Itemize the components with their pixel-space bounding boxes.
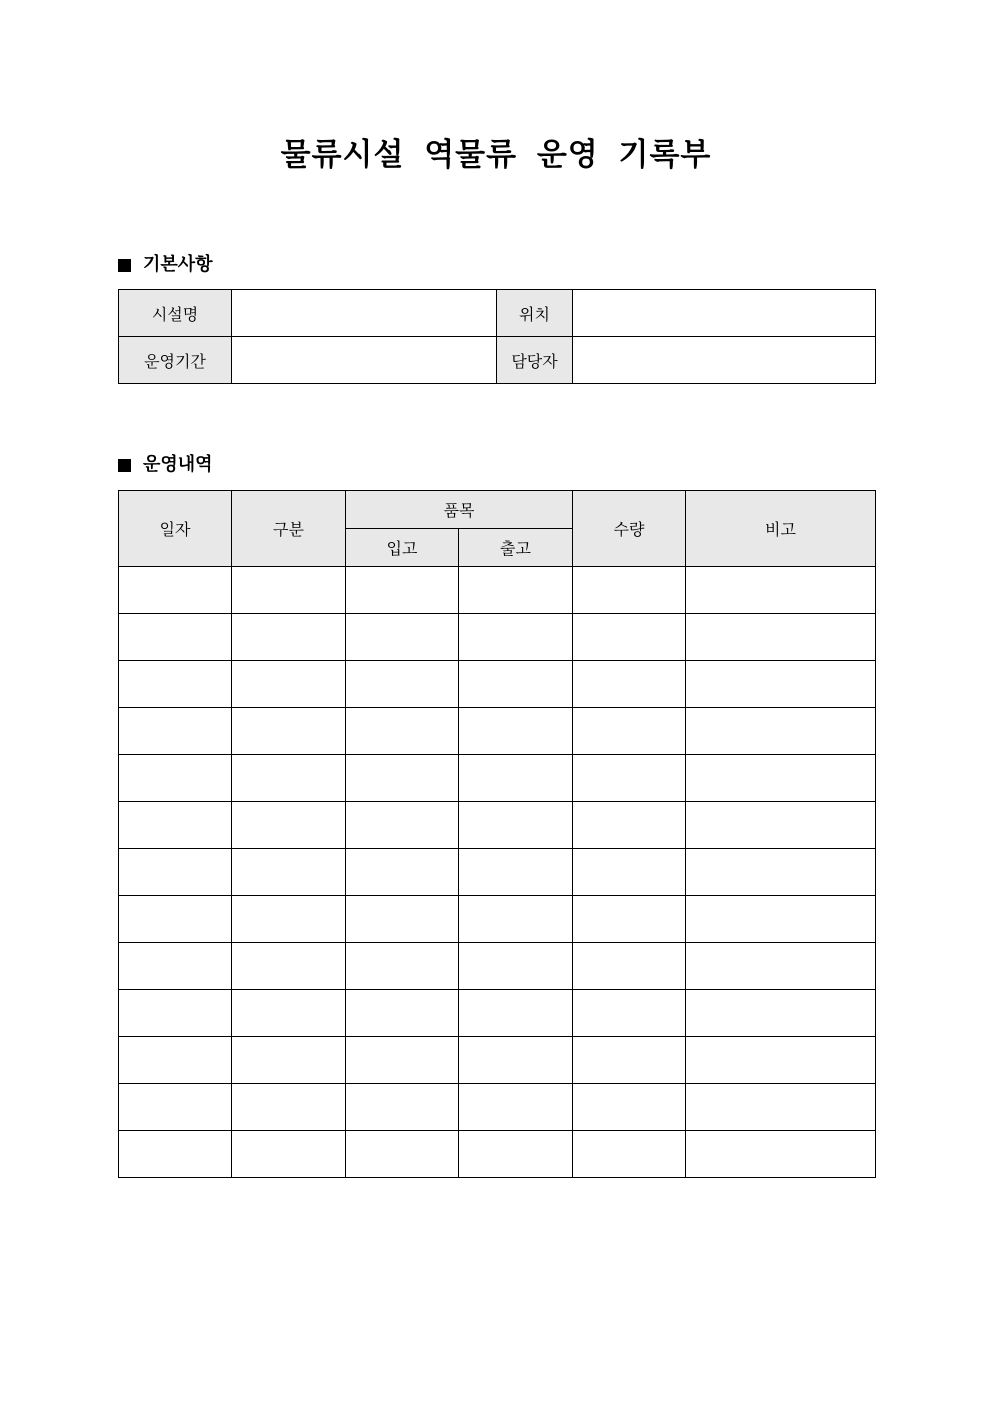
cell-category[interactable]: [232, 567, 346, 614]
cell-category[interactable]: [232, 661, 346, 708]
manager-label: 담당자: [497, 337, 573, 384]
cell-date[interactable]: [119, 1131, 232, 1178]
cell-date[interactable]: [119, 1084, 232, 1131]
column-header-item: 품목: [346, 491, 573, 529]
square-bullet-icon: [118, 259, 131, 272]
column-header-category: 구분: [232, 491, 346, 567]
basic-info-table: [118, 289, 876, 384]
column-header-outbound: 출고: [459, 529, 573, 567]
cell-category[interactable]: [232, 990, 346, 1037]
cell-quantity[interactable]: [573, 708, 686, 755]
cell-remarks[interactable]: [686, 1037, 876, 1084]
table-row: [119, 849, 876, 896]
cell-date[interactable]: [119, 755, 232, 802]
cell-outbound[interactable]: [459, 708, 573, 755]
cell-outbound[interactable]: [459, 661, 573, 708]
table-row: [119, 802, 876, 849]
location-label: 위치: [497, 290, 573, 337]
column-header-date: 일자: [119, 491, 232, 567]
cell-outbound[interactable]: [459, 1131, 573, 1178]
cell-outbound[interactable]: [459, 755, 573, 802]
cell-date[interactable]: [119, 614, 232, 661]
cell-outbound[interactable]: [459, 1037, 573, 1084]
cell-outbound[interactable]: [459, 1084, 573, 1131]
column-header-remarks: 비고: [686, 491, 876, 567]
operations-heading-text: 운영내역: [143, 454, 213, 475]
cell-category[interactable]: [232, 708, 346, 755]
cell-category[interactable]: [232, 614, 346, 661]
cell-category[interactable]: [232, 896, 346, 943]
cell-date[interactable]: [119, 567, 232, 614]
table-row: [119, 708, 876, 755]
table-row: [119, 990, 876, 1037]
basic-info-row: [119, 337, 876, 384]
cell-quantity[interactable]: [573, 661, 686, 708]
cell-category[interactable]: [232, 1131, 346, 1178]
operations-heading: [118, 453, 213, 477]
cell-quantity[interactable]: [573, 614, 686, 661]
column-header-inbound: 입고: [346, 529, 459, 567]
cell-remarks[interactable]: [686, 567, 876, 614]
cell-inbound[interactable]: [346, 1131, 459, 1178]
cell-outbound[interactable]: [459, 896, 573, 943]
cell-remarks[interactable]: [686, 896, 876, 943]
table-row: [119, 755, 876, 802]
basic-info-heading-text: 기본사항: [143, 254, 213, 275]
cell-outbound[interactable]: [459, 943, 573, 990]
manager-field[interactable]: [573, 337, 876, 384]
cell-inbound[interactable]: [346, 708, 459, 755]
cell-category[interactable]: [232, 1084, 346, 1131]
table-row: [119, 1084, 876, 1131]
cell-remarks[interactable]: [686, 755, 876, 802]
cell-quantity[interactable]: [573, 896, 686, 943]
cell-remarks[interactable]: [686, 849, 876, 896]
cell-inbound[interactable]: [346, 849, 459, 896]
table-row: [119, 1037, 876, 1084]
cell-remarks[interactable]: [686, 990, 876, 1037]
cell-date[interactable]: [119, 990, 232, 1037]
table-row: [119, 567, 876, 614]
cell-category[interactable]: [232, 1037, 346, 1084]
cell-date[interactable]: [119, 708, 232, 755]
cell-date[interactable]: [119, 943, 232, 990]
table-row: [119, 896, 876, 943]
square-bullet-icon: [118, 459, 131, 472]
table-row: [119, 1131, 876, 1178]
cell-outbound[interactable]: [459, 567, 573, 614]
cell-outbound[interactable]: [459, 849, 573, 896]
cell-category[interactable]: [232, 755, 346, 802]
cell-inbound[interactable]: [346, 802, 459, 849]
cell-remarks[interactable]: [686, 708, 876, 755]
cell-inbound[interactable]: [346, 943, 459, 990]
facility-name-field[interactable]: [232, 290, 497, 337]
table-row: [119, 614, 876, 661]
cell-remarks[interactable]: [686, 943, 876, 990]
cell-remarks[interactable]: [686, 1084, 876, 1131]
cell-category[interactable]: [232, 943, 346, 990]
cell-quantity[interactable]: [573, 567, 686, 614]
cell-quantity[interactable]: [573, 943, 686, 990]
cell-inbound[interactable]: [346, 661, 459, 708]
table-row: [119, 943, 876, 990]
cell-quantity[interactable]: [573, 990, 686, 1037]
cell-date[interactable]: [119, 896, 232, 943]
cell-inbound[interactable]: [346, 896, 459, 943]
cell-category[interactable]: [232, 802, 346, 849]
cell-inbound[interactable]: [346, 990, 459, 1037]
cell-quantity[interactable]: [573, 802, 686, 849]
cell-remarks[interactable]: [686, 614, 876, 661]
cell-quantity[interactable]: [573, 1131, 686, 1178]
cell-inbound[interactable]: [346, 567, 459, 614]
cell-date[interactable]: [119, 1037, 232, 1084]
cell-quantity[interactable]: [573, 1084, 686, 1131]
cell-quantity[interactable]: [573, 849, 686, 896]
cell-quantity[interactable]: [573, 755, 686, 802]
facility-name-label: 시설명: [119, 290, 232, 337]
cell-outbound[interactable]: [459, 802, 573, 849]
cell-category[interactable]: [232, 849, 346, 896]
operations-table: [118, 490, 876, 1178]
basic-info-row: [119, 290, 876, 337]
cell-inbound[interactable]: [346, 1084, 459, 1131]
cell-quantity[interactable]: [573, 1037, 686, 1084]
cell-inbound[interactable]: [346, 1037, 459, 1084]
header-row: [119, 491, 876, 529]
cell-remarks[interactable]: [686, 802, 876, 849]
cell-date[interactable]: [119, 849, 232, 896]
cell-date[interactable]: [119, 661, 232, 708]
column-header-quantity: 수량: [573, 491, 686, 567]
table-row: [119, 661, 876, 708]
cell-inbound[interactable]: [346, 755, 459, 802]
cell-remarks[interactable]: [686, 661, 876, 708]
period-field[interactable]: [232, 337, 497, 384]
document-title: 물류시설 역물류 운영 기록부: [280, 137, 712, 173]
cell-outbound[interactable]: [459, 614, 573, 661]
cell-date[interactable]: [119, 802, 232, 849]
basic-info-heading: [118, 253, 213, 277]
cell-inbound[interactable]: [346, 614, 459, 661]
cell-remarks[interactable]: [686, 1131, 876, 1178]
period-label: 운영기간: [119, 337, 232, 384]
cell-outbound[interactable]: [459, 990, 573, 1037]
location-field[interactable]: [573, 290, 876, 337]
